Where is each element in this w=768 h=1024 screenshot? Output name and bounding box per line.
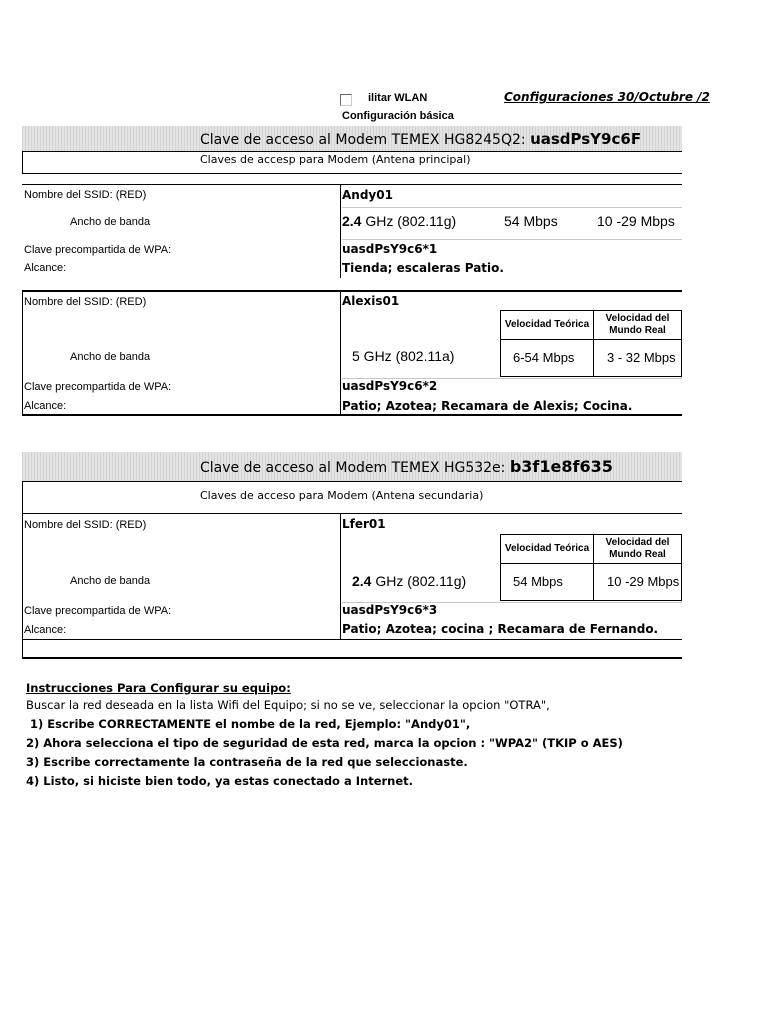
net3-bandwidth-label: Ancho de banda [70,575,151,587]
net2-range-label: Alcance: [24,400,67,412]
net1-band [342,213,456,229]
net3-real-speed: 10 -29 Mbps [607,574,680,589]
net2-band: 5 GHz (802.11a) [352,348,455,364]
net3-speed: 54 Mbps [513,574,563,589]
net3-wpa-label: Clave precompartida de WPA: [24,605,172,617]
net3-ssid: Lfer01 [342,517,386,531]
net2-range: Patio; Azotea; Recamara de Alexis; Cocina. [342,399,633,413]
net2-speed-real-header: Velocidad del Mundo Real [605,313,670,336]
net2-ssid: Alexis01 [342,294,400,308]
net3-speed-theoretical-header: Velocidad Teórica [504,543,590,554]
wlan-label: ilitar WLAN [368,92,428,104]
net2-speed-theoretical-header: Velocidad Teórica [504,319,590,330]
modem2-panel [22,452,682,660]
net3-range: Patio; Azotea; cocina ; Recamara de Fernando. [342,622,659,636]
net3-speed-real-header: Velocidad del Mundo Real [605,537,670,560]
net2-wpa-label: Clave precompartida de WPA: [24,381,172,393]
net2-wpa: uasdPsY9c6*2 [342,379,438,393]
instructions-line-2: 2) Ahora selecciona el tipo de seguridad de esta red, marca la opcion : "WPA2" (TKIP o AES) [26,736,623,750]
net1-bandwidth-label: Ancho de banda [70,216,151,228]
net2-ssid-label: Nombre del SSID: (RED) [24,296,147,308]
modem1-title-prefix: Clave de acceso al Modem TEMEX HG8245Q2: [200,132,526,148]
net3-range-label: Alcance: [24,624,67,636]
net3-wpa: uasdPsY9c6*3 [342,603,438,617]
modem2-password: b3f1e8f635 [509,457,613,476]
net1-range: Tienda; escaleras Patio. [342,261,504,275]
net2-speed: 6-54 Mbps [513,350,575,365]
net1-range-label: Alcance: [24,262,67,274]
net1-ssid-label: Nombre del SSID: (RED) [24,189,147,201]
modem1-subtitle: Claves de accesp para Modem (Antena principal) [200,153,471,166]
net3-band-rest: GHz (802.11g) [371,573,467,589]
instructions-line-1: 1) Escribe CORRECTAMENTE el nombe de la red, Ejemplo: "Andy01", [26,717,471,731]
net1-band-rest: GHz (802.11g) [361,213,457,229]
instructions-line-3: 3) Escribe correctamente la contraseña de la red que seleccionaste. [26,755,468,769]
net2-bandwidth-label: Ancho de banda [70,351,151,363]
net3-band-number: 2.4 [352,573,372,589]
modem2-subtitle: Claves de acceso para Modem (Antena secundaria) [200,489,484,502]
net3-band [352,573,466,589]
instructions-heading: Instrucciones Para Configurar su equipo: [26,681,291,695]
net3-speed-table [500,534,682,601]
instructions-line-0: Buscar la red deseada en la lista Wifi del Equipo; si no se ve, seleccionar la opcion "OTRA", [26,698,550,712]
net1-ssid: Andy01 [342,188,393,202]
net3-ssid-label: Nombre del SSID: (RED) [24,519,147,531]
enable-wlan-checkbox[interactable] [340,94,352,106]
instructions-line-4: 4) Listo, si hiciste bien todo, ya estas conectado a Internet. [26,774,414,788]
basic-config-label: Configuración básica [342,110,454,122]
modem2-title-prefix: Clave de acceso al Modem TEMEX HG532e: [200,460,506,476]
modem1-title [200,130,641,148]
modem1-password: uasdPsY9c6F [530,130,642,148]
net1-band-number: 2.4 [342,213,362,229]
modem2-title [200,457,613,476]
net2-speed-table [500,310,682,377]
modem1-panel [22,126,682,416]
net1-wpa: uasdPsY9c6*1 [342,242,438,256]
net1-wpa-label: Clave precompartida de WPA: [24,244,172,256]
net1-real-speed: 10 -29 Mbps [597,213,675,229]
net1-speed: 54 Mbps [504,213,558,229]
net2-real-speed: 3 - 32 Mbps [607,350,676,365]
date-title: Configuraciones 30/Octubre /2 [504,90,710,104]
